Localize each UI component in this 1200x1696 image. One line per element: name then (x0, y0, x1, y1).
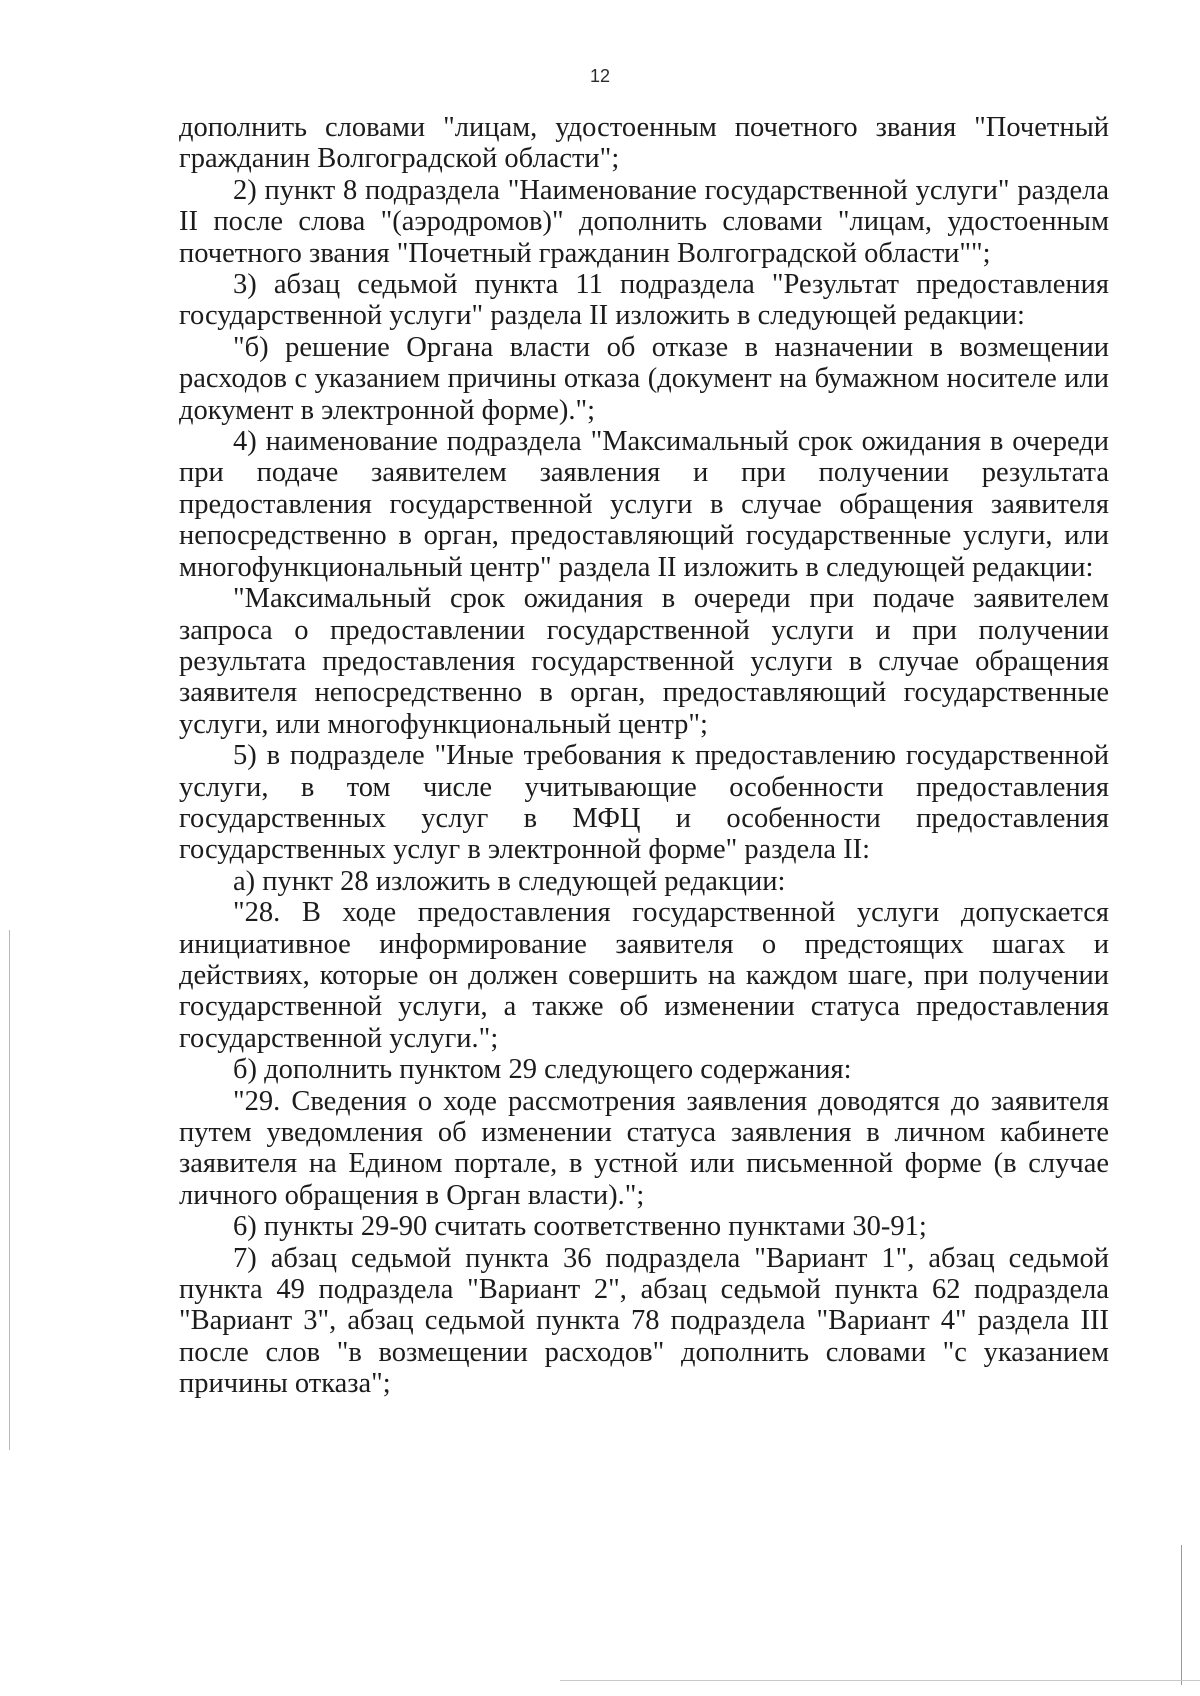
paragraph-quote-28: "28. В ходе предоставления государственной услуги допускается инициативное информирование заявителя о предстоящих шагах и действиях, которые он должен совершить на каждом шаге, при получении государственной услуги, а также об изменении статуса предоставления государственной услуги."; (179, 897, 1109, 1054)
paragraph-subitem-b: б) дополнить пунктом 29 следующего содержания: (233, 1054, 852, 1086)
document-body (179, 112, 1109, 1400)
paragraph-quote-29: "29. Сведения о ходе рассмотрения заявления доводятся до заявителя путем уведомления об изменении статуса заявления в личном кабинете заявителя на Едином портале, в устной или письменной форме (в случае личного обращения в Орган власти)."; (179, 1085, 1109, 1211)
paragraph-subitem-a: а) пункт 28 изложить в следующей редакции: (233, 865, 786, 897)
paragraph-item-6: 6) пункты 29-90 считать соответственно пунктами 30-91; (233, 1211, 927, 1243)
paragraph-continuation: дополнить словами "лицам, удостоенным почетного звания "Почетный гражданин Волгоградской области"; (179, 112, 1109, 175)
paragraph-item-5: 5) в подразделе "Иные требования к предоставлению государственной услуги, в том числе учитывающие особенности предоставления государственных услуг в МФЦ и особенности предоставления государственных услуг в электронной форме" раздела II: (179, 740, 1109, 866)
scan-artifact-bottom (560, 1680, 1200, 1681)
paragraph-item-7: 7) абзац седьмой пункта 36 подраздела "Вариант 1", абзац седьмой пункта 49 подраздела "Вариант 2", абзац седьмой пункта 62 подраздела "Вариант 3", абзац седьмой пункта 78 подраздела "Вариант 4" раздела III после слов "в возмещении расходов" дополнить словами "с указанием причины отказа"; (179, 1242, 1109, 1400)
scan-artifact-right (1181, 1545, 1182, 1685)
paragraph-item-3: 3) абзац седьмой пункта 11 подраздела "Результат предоставления государственной услуги" раздела II изложить в следующей редакции: (179, 269, 1109, 332)
paragraph-quote-b: "б) решение Органа власти об отказе в назначении в возмещении расходов с указанием причины отказа (документ на бумажном носителе или документ в электронной форме)."; (179, 331, 1109, 426)
page-number: 12 (589, 66, 611, 86)
paragraph-item-2: 2) пункт 8 подраздела "Наименование государственной услуги" раздела II после слова "(аэродромов)" дополнить словами "лицам, удостоенным почетного звания "Почетный гражданин Волгоградской области""; (179, 174, 1109, 269)
scan-artifact-left (9, 930, 10, 1450)
paragraph-quote-max-wait: "Максимальный срок ожидания в очереди при подаче заявителем запроса о предоставлении государственной услуги и при получении результата предоставления государственной услуги в случае обращения заявителя непосредственно в орган, предоставляющий государственные услуги, или многофункциональный центр"; (179, 583, 1109, 740)
paragraph-item-4: 4) наименование подраздела "Максимальный срок ожидания в очереди при подаче заявителем заявления и при получении результата предоставления государственной услуги в случае обращения заявителя непосредственно в орган, предоставляющий государственные услуги, или многофункциональный центр" раздела II изложить в следующей редакции: (179, 426, 1109, 583)
